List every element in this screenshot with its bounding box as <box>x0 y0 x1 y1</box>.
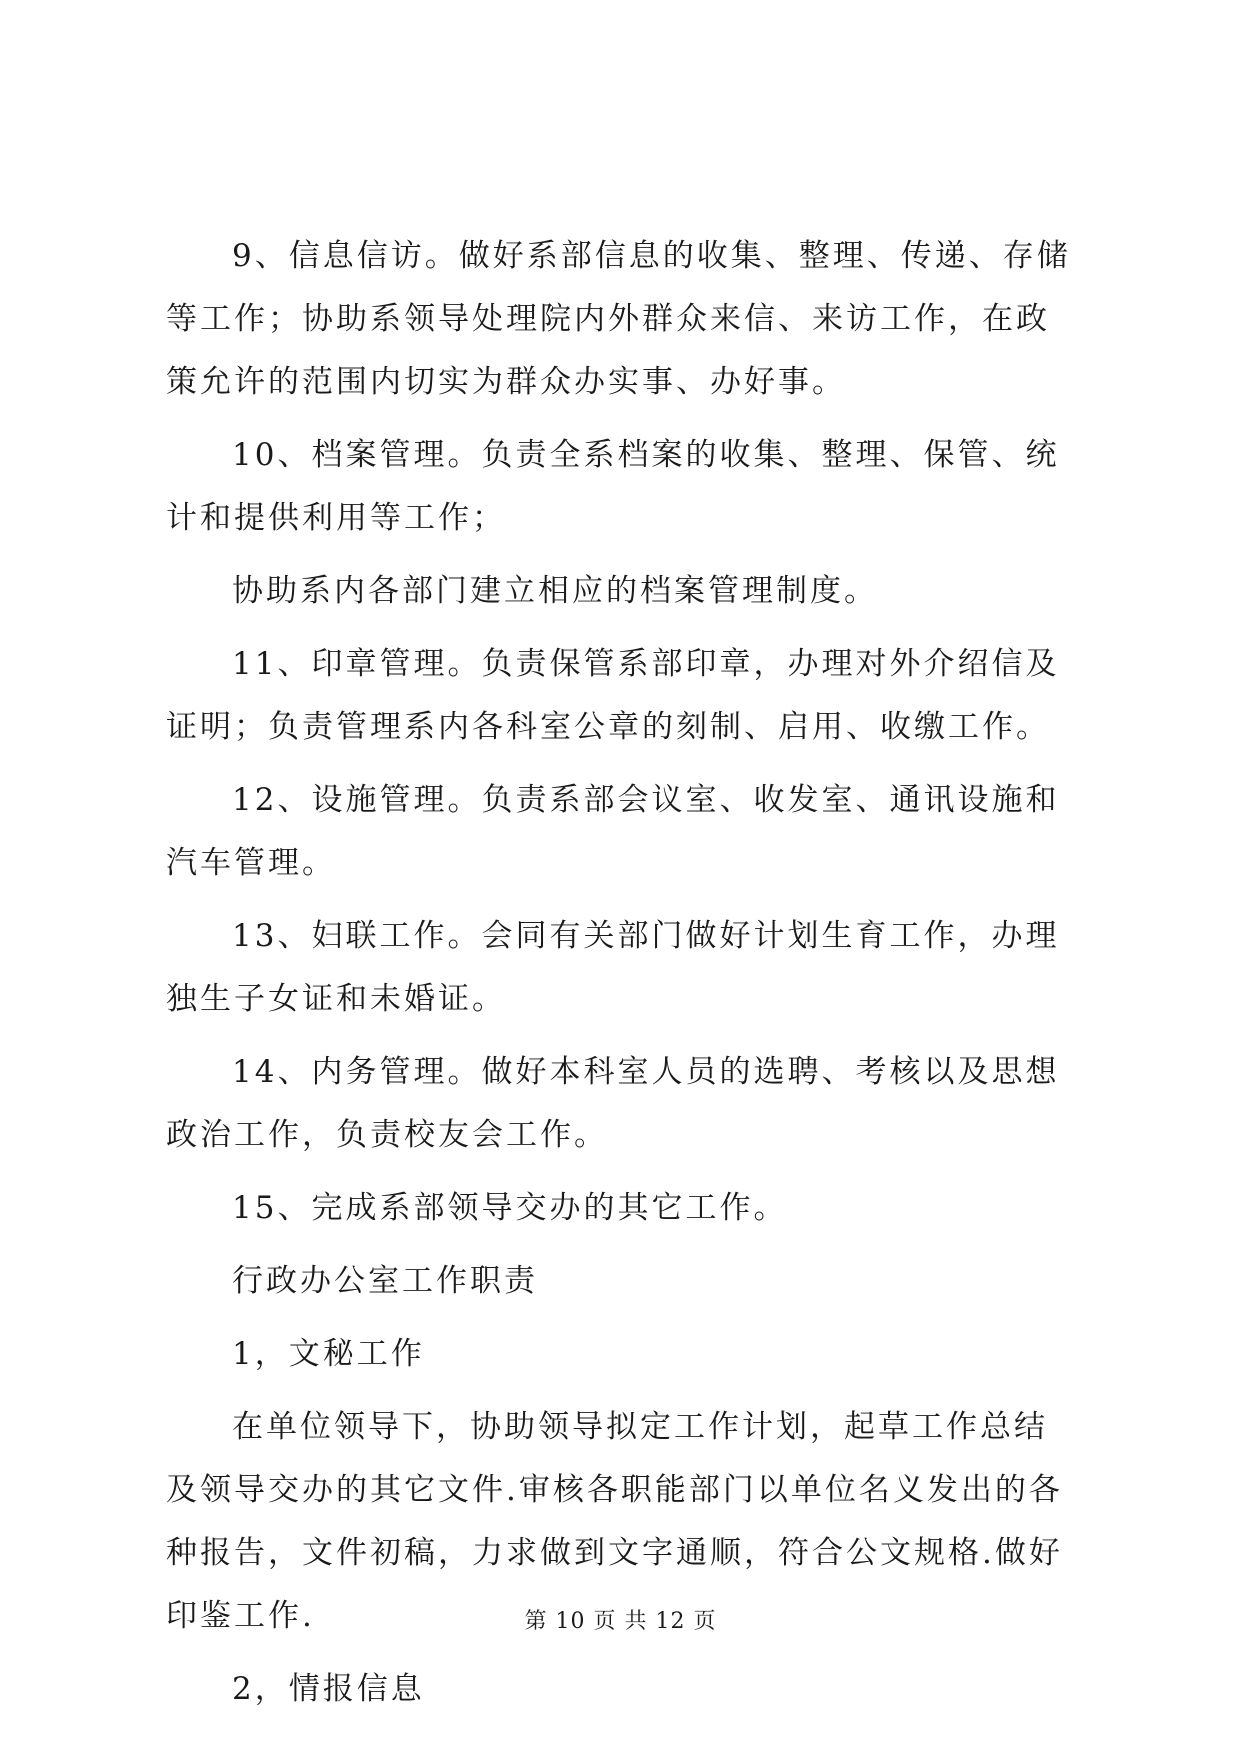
paragraph-archive-management: 10、档案管理。负责全系档案的收集、整理、保管、统计和提供利用等工作； <box>166 437 1060 536</box>
subheading-intelligence-info: 2，情报信息 <box>232 1671 425 1707</box>
document-body <box>166 225 1081 1721</box>
paragraph-internal-affairs: 14、内务管理。做好本科室人员的选聘、考核以及思想政治工作，负责校友会工作。 <box>166 1054 1060 1153</box>
paragraph-womens-federation: 13、妇联工作。会同有关部门做好计划生育工作，办理独生子女证和未婚证。 <box>166 918 1060 1017</box>
section-heading-admin-office: 行政办公室工作职责 <box>232 1263 538 1299</box>
subheading-secretarial-work: 1，文秘工作 <box>232 1336 425 1372</box>
paragraph-facility-management: 12、设施管理。负责系部会议室、收发室、通讯设施和汽车管理。 <box>166 782 1060 881</box>
page-number-footer: 第 10 页 共 12 页 <box>524 1609 717 1634</box>
paragraph-secretarial-duties: 在单位领导下，协助领导拟定工作计划，起草工作总结及领导交办的其它文件.审核各职能部门以单位名义发出的各种报告，文件初稿，力求做到文字通顺，符合公文规格.做好印鉴工作. <box>166 1409 1063 1634</box>
paragraph-archive-system: 协助系内各部门建立相应的档案管理制度。 <box>232 573 878 609</box>
paragraph-other-tasks: 15、完成系部领导交办的其它工作。 <box>232 1190 788 1226</box>
paragraph-info-petition: 9、信息信访。做好系部信息的收集、整理、传递、存储等工作；协助系领导处理院内外群众来信、来访工作，在政策允许的范围内切实为群众办实事、办好事。 <box>166 238 1071 400</box>
paragraph-seal-management: 11、印章管理。负责保管系部印章，办理对外介绍信及证明；负责管理系内各科室公章的刻制、启用、收缴工作。 <box>166 646 1060 745</box>
